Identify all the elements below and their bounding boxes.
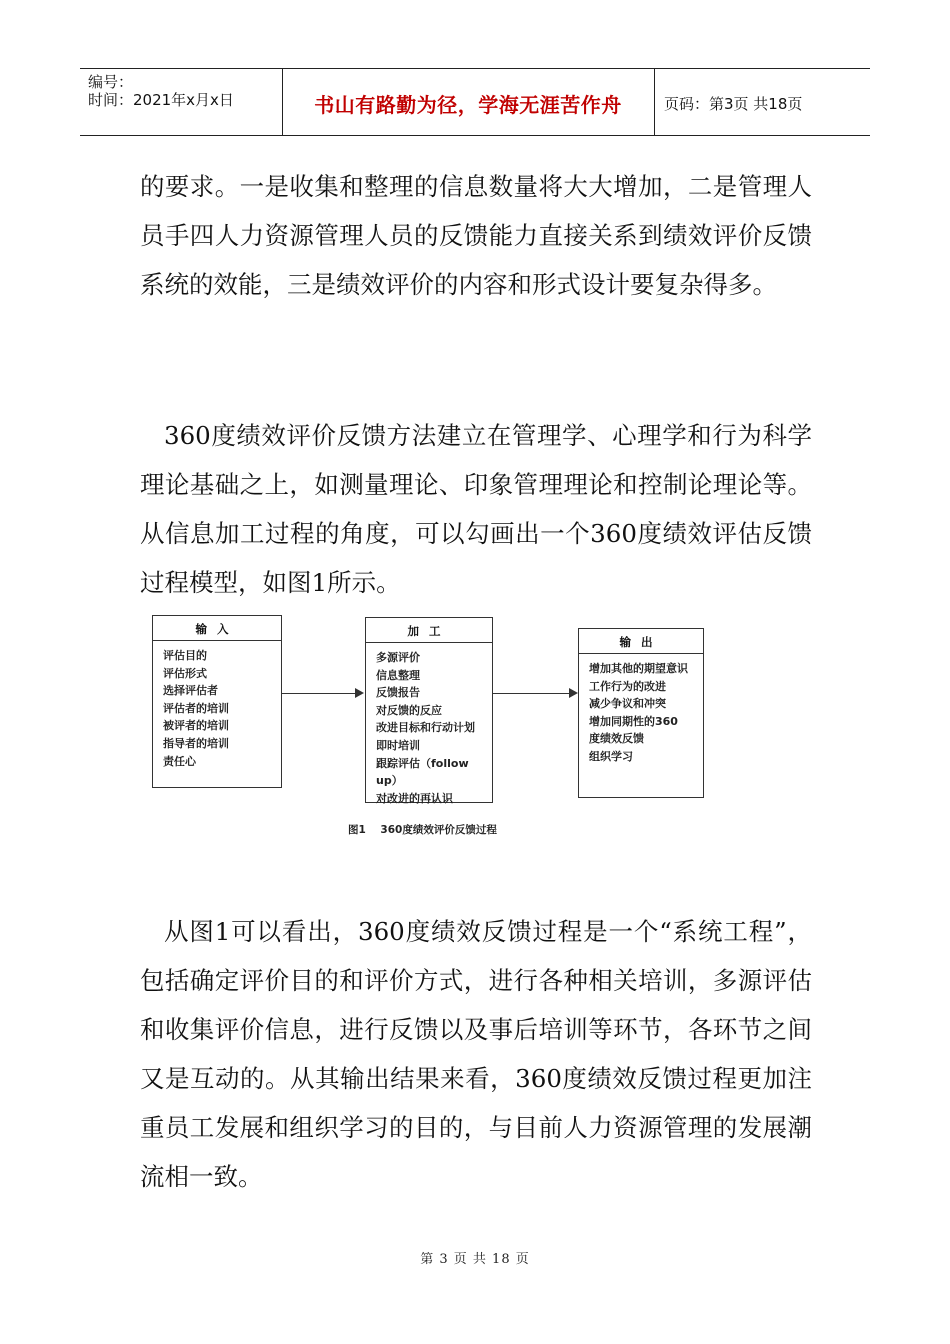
input-box	[152, 615, 282, 788]
paragraph-2: 360度绩效评价反馈方法建立在管理学、心理学和行为科学理论基础之上，如测量理论、印象管理理论和控制论理论等。从信息加工过程的角度，可以勾画出一个360度绩效评估反馈过程模型，如图1所示。	[140, 421, 812, 597]
input-item-list	[153, 641, 281, 770]
header-divider	[654, 69, 655, 135]
document-number-label: 编号：	[88, 73, 134, 91]
output-box-title: 输出	[579, 629, 703, 654]
paragraph-1: 的要求。一是收集和整理的信息数量将大大增加，二是管理人员手四人力资源管理人员的反馈能力直接关系到绩效评价反馈系统的效能，三是绩效评价的内容和形式设计要复杂得多。	[140, 172, 812, 299]
paragraph-3: 从图1可以看出，360度绩效反馈过程是一个“系统工程”，包括确定评价目的和评价方式，进行各种相关培训，多源评估和收集评价信息，进行反馈以及事后培训等环节，各环节之间又是互动的。从其输出结果来看，360度绩效反馈过程更加注重员工发展和组织学习的目的，与目前人力资源管理的发展潮流相一致。	[140, 917, 812, 1191]
process-item-list	[366, 643, 492, 807]
figure-list-item: 即时培训	[376, 738, 420, 752]
figure-list-item: 反馈报告	[376, 686, 420, 700]
figure-list-item: 工作行为的改进	[589, 679, 666, 693]
figure-list-item: 组织学习	[589, 749, 633, 763]
figure-list-item: 改进目标和行动计划	[376, 721, 475, 735]
document-date: 时间：2021年x月x日	[88, 91, 234, 109]
header-motto: 书山有路勤为径，学海无涯苦作舟	[314, 93, 622, 117]
figure-list-item: 对反馈的反应	[376, 703, 442, 717]
figure-list-item: 对改进的再认识	[376, 791, 453, 805]
figure-list-item: 选择评估者	[163, 684, 218, 698]
output-item-list	[579, 654, 703, 766]
arrow-input-to-process	[282, 693, 362, 694]
figure-list-item: 增加同期性的360	[589, 714, 678, 728]
input-box-title: 输入	[153, 616, 281, 641]
page-footer: 第 3 页 共 18 页	[420, 1252, 530, 1267]
page-header	[80, 68, 870, 136]
process-box-title: 加工	[366, 618, 492, 643]
figure-list-item: 度绩效反馈	[589, 732, 644, 746]
process-box	[365, 617, 493, 803]
figure-list-item: 评估者的培训	[163, 701, 229, 715]
figure-caption: 图1 360度绩效评价反馈过程	[348, 824, 497, 836]
header-meta	[88, 73, 234, 109]
figure-list-item: 多源评价	[376, 651, 420, 664]
figure-list-item: 指导者的培训	[163, 736, 229, 750]
arrow-process-to-output	[493, 693, 576, 694]
header-page-code: 页码：第3页 共18页	[664, 95, 803, 113]
figure-list-item: 信息整理	[376, 668, 420, 682]
figure-list-item: 减少争议和冲突	[589, 697, 666, 711]
figure-list-item: 增加其他的期望意识	[589, 662, 688, 675]
output-box	[578, 628, 704, 798]
figure-list-item: 评估目的	[163, 649, 207, 662]
process-model-figure	[140, 605, 720, 850]
figure-list-item: 评估形式	[163, 666, 207, 680]
figure-list-item: 责任心	[163, 754, 196, 768]
figure-list-item: 跟踪评估（follow up）	[376, 756, 469, 788]
figure-list-item: 被评者的培训	[163, 719, 229, 733]
